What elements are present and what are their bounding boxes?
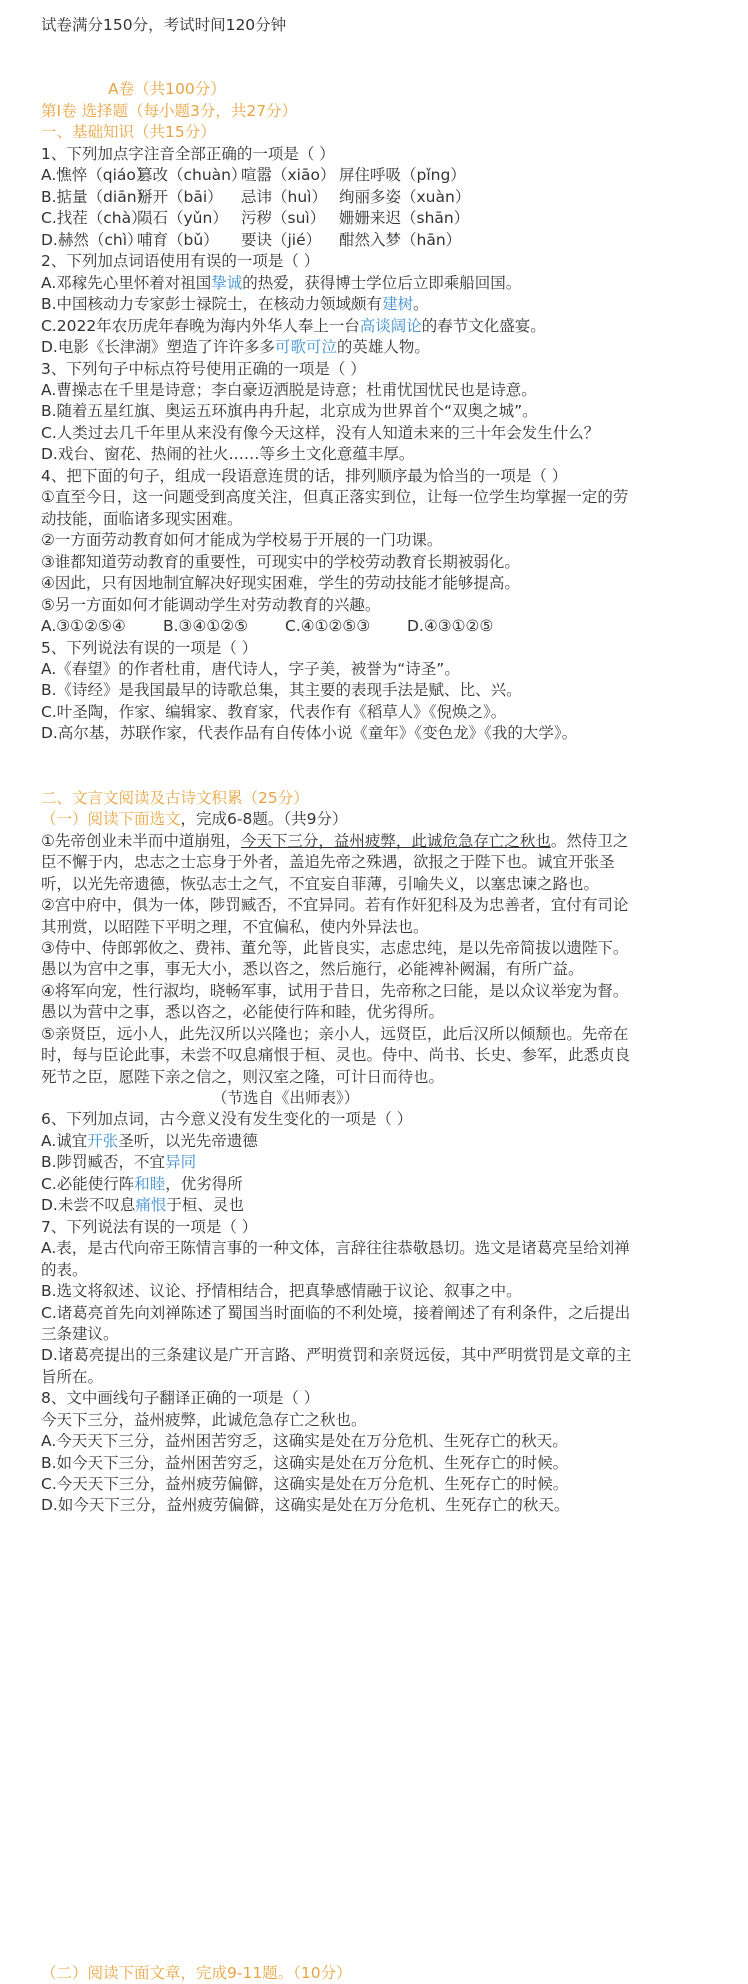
q4-sentence-1b: 动技能，面临诸多现实困难。	[41, 510, 243, 528]
passage-p4-line1: ④将军向宠，性行淑均，晓畅军事，试用于昔日，先帝称之曰能，是以众议举宠为督。	[41, 982, 629, 1000]
q6-option-d	[41, 1194, 244, 1216]
q4-sentence-5: ⑤另一方面如何才能调动学生对劳动教育的兴趣。	[41, 596, 381, 614]
q1-c-1: C.找茬（chà）	[41, 209, 147, 227]
q4-sentence-1a: ①直至今日，这一问题受到高度关注，但真正落实到位，让每一位学生均掌握一定的劳	[41, 488, 629, 506]
volume-a-title: A卷（共100分）	[108, 80, 226, 98]
p1-post: 。然侍卫之	[550, 832, 629, 850]
q4-stem: 4、把下面的句子，组成一段语意连贯的话，排列顺序最为恰当的一项是（ ）	[41, 467, 568, 485]
q6-a-post: 圣听，以光先帝遗德	[118, 1132, 258, 1150]
q8-sentence: 今天下三分，益州疲弊，此诚危急存亡之秋也。	[41, 1411, 367, 1429]
q3-stem: 3、下列句子中标点符号使用正确的一项是（ ）	[41, 360, 366, 378]
q1-d-2: 哺育（bǔ）	[137, 231, 219, 249]
q2-c-pre: C.2022年农历虎年春晚为海内外华人奉上一台	[41, 317, 360, 335]
q1-b-3: 忌讳（huì）	[241, 188, 327, 206]
q2-option-b	[41, 293, 429, 315]
q8-option-a: A.今天天下三分，益州困苦穷乏，这确实是处在万分危机、生死存亡的秋天。	[41, 1432, 568, 1450]
q6-b-word: 异同	[165, 1153, 197, 1171]
q7-option-c-line2: 三条建议。	[41, 1325, 119, 1343]
passage-p2-line2: 其刑赏，以昭陛下平明之理，不宜偏私，使内外异法也。	[41, 918, 429, 936]
q2-option-d	[41, 336, 430, 358]
q7-option-d-line2: 旨所在。	[41, 1368, 104, 1386]
q6-option-b	[41, 1151, 196, 1173]
q1-option-d	[41, 229, 461, 251]
q1-a-3: 喧嚣（xiāo）	[241, 166, 336, 184]
passage-p1-line3: 听，以光先帝遗德，恢弘志士之气，不宜妄自菲薄，引喻失义，以塞忠谏之路也。	[41, 875, 600, 893]
q2-b-pre: B.中国核动力专家彭士禄院士，在核动力领域颇有	[41, 295, 383, 313]
q1-a-4: 屏住呼吸（pǐng）	[339, 166, 466, 184]
q2-b-post: 。	[413, 295, 429, 313]
reading1-head-link: （一）阅读下面选文	[41, 810, 181, 828]
section1-title	[41, 121, 216, 143]
q1-b-2: 掰开（bāi）	[137, 188, 223, 206]
q2-c-word: 高谈阔论	[359, 317, 422, 335]
q3-option-b: B.随着五星红旗、奥运五环旗冉冉升起，北京成为世界首个“双奥之城”。	[41, 402, 538, 420]
passage-p5-line2: 时，每与臣论此事，未尝不叹息痛恨于桓、灵也。侍中、尚书、长史、参军，此悉贞良	[41, 1046, 631, 1064]
q2-d-word: 可歌可泣	[274, 338, 337, 356]
q2-b-word: 建树	[382, 295, 414, 313]
q1-option-a	[41, 164, 466, 186]
intro-text: 试卷满分150分，考试时间120分钟	[41, 16, 287, 34]
p1-underlined-sentence: 今天下三分，益州疲弊，此诚危急存亡之秋也	[240, 832, 551, 850]
q7-stem: 7、下列说法有误的一项是（ ）	[41, 1218, 258, 1236]
passage-p3-line2: 愚以为宫中之事，事无大小，悉以咨之，然后施行，必能裨补阙漏，有所广益。	[41, 960, 584, 978]
q6-d-word: 痛恨	[135, 1196, 167, 1214]
q1-option-b	[41, 186, 470, 208]
q6-stem: 6、下列加点词，古今意义没有发生变化的一项是（ ）	[41, 1110, 413, 1128]
q8-option-d: D.如今天下三分，益州疲劳偏僻，这确实是处在万分危机、生死存亡的秋天。	[41, 1496, 570, 1514]
q4-option-b: B.③④①②⑤	[163, 617, 249, 635]
q6-a-pre: A.诚宜	[41, 1132, 88, 1150]
passage-p2-line1: ②宫中府中，俱为一体，陟罚臧否，不宜异同。若有作奸犯科及为忠善者，宜付有司论	[41, 896, 629, 914]
q8-option-c: C.今天天下三分，益州疲劳偏僻，这确实是处在万分危机、生死存亡的时候。	[41, 1475, 569, 1493]
q1-d-4: 酣然入梦（hān）	[339, 231, 462, 249]
q6-option-a	[41, 1130, 258, 1152]
q5-option-d: D.高尔基，苏联作家，代表作品有自传体小说《童年》《变色龙》《我的大学》。	[41, 724, 578, 742]
part1-title: 第Ⅰ卷 选择题（每小题3分，共27分）	[41, 102, 298, 120]
q1-a-2: 篡改（chuàn）	[137, 166, 247, 184]
q3-option-d: D.戏台、窗花、热闹的社火……等乡土文化意蕴丰厚。	[41, 445, 415, 463]
q4-option-c: C.④①②⑤③	[285, 617, 371, 635]
q1-c-3: 污秽（suì）	[241, 209, 326, 227]
q1-option-c	[41, 207, 469, 229]
q6-option-c	[41, 1173, 243, 1195]
q7-option-d-line1: D.诸葛亮提出的三条建议是广开言路、严明赏罚和亲贤远佞，其中严明赏罚是文章的主	[41, 1346, 632, 1364]
passage-p1-line1	[41, 830, 628, 852]
q1-c-2: 陨石（yǔn）	[137, 209, 228, 227]
q5-option-a: A.《春望》的作者杜甫，唐代诗人，字子美，被誉为“诗圣”。	[41, 660, 460, 678]
q2-c-post: 的春节文化盛宴。	[421, 317, 546, 335]
reading2-head: （二）阅读下面文章，完成9-11题。（10分）	[41, 1964, 352, 1982]
q2-option-a	[41, 272, 521, 294]
q6-c-word: 和睦	[134, 1175, 166, 1193]
q6-b-pre: B.陟罚臧否，不宜	[41, 1153, 166, 1171]
q6-c-pre: C.必能使行阵	[41, 1175, 135, 1193]
q7-option-b: B.选文将叙述、议论、抒情相结合，把真挚感情融于议论、叙事之中。	[41, 1282, 522, 1300]
q3-option-a: A.曹操志在千里是诗意；李白豪迈洒脱是诗意；杜甫忧国忧民也是诗意。	[41, 381, 537, 399]
q2-a-post: 的热爱，获得博士学位后立即乘船回国。	[242, 274, 522, 292]
q6-d-pre: D.未尝不叹息	[41, 1196, 136, 1214]
passage-p1-line2: 臣不懈于内，忠志之士忘身于外者，盖追先帝之殊遇，欲报之于陛下也。诚宜开张圣	[41, 853, 615, 871]
passage-source: （节选自《出师表》）	[212, 1089, 360, 1107]
q4-sentence-3: ③谁都知道劳动教育的重要性，可现实中的学校劳动教育长期被弱化。	[41, 553, 520, 571]
q2-d-post: 的英雄人物。	[336, 338, 430, 356]
passage-p4-line2: 愚以为营中之事，悉以咨之，必能使行阵和睦，优劣得所。	[41, 1003, 445, 1021]
q3-option-c: C.人类过去几千年里从来没有像今天这样，没有人知道未来的三十年会发生什么？	[41, 424, 600, 442]
q4-sentence-4: ④因此，只有因地制宜解决好现实困难，学生的劳动技能才能够提高。	[41, 574, 520, 592]
q1-d-3: 要诀（jié）	[241, 231, 322, 249]
reading1-head-rest: ，完成6-8题。（共9分）	[180, 810, 348, 828]
passage-p5-line3: 死节之臣，愿陛下亲之信之，则汉室之隆，可计日而待也。	[41, 1068, 445, 1086]
q1-stem: 1、下列加点字注音全部正确的一项是（ ）	[41, 145, 335, 163]
q1-b-4: 绚丽多姿（xuàn）	[339, 188, 471, 206]
passage-p3-line1: ③侍中、侍郎郭攸之、费祎、董允等，此皆良实，志虑忠纯，是以先帝简拔以遗陛下。	[41, 939, 629, 957]
q5-stem: 5、下列说法有误的一项是（ ）	[41, 639, 258, 657]
q2-stem: 2、下列加点词语使用有误的一项是（ ）	[41, 252, 320, 270]
q7-option-c-line1: C.诸葛亮首先向刘禅陈述了蜀国当时面临的不利处境，接着阐述了有利条件，之后提出	[41, 1304, 631, 1322]
q8-option-b: B.如今天下三分，益州困苦穷乏，这确实是处在万分危机、生死存亡的时候。	[41, 1454, 569, 1472]
q4-option-d: D.④③①②⑤	[407, 617, 494, 635]
q5-option-c: C.叶圣陶，作家、编辑家、教育家，代表作有《稻草人》《倪焕之》。	[41, 703, 507, 721]
reading1-head	[41, 808, 347, 830]
q1-c-4: 姗姗来迟（shān）	[339, 209, 470, 227]
q8-stem: 8、文中画线句子翻译正确的一项是（ ）	[41, 1389, 320, 1407]
q1-a-1: A.憔悴（qiáo）	[41, 166, 152, 184]
q6-a-word: 开张	[87, 1132, 119, 1150]
p1-pre: ①先帝创业未半而中道崩殂，	[41, 832, 241, 850]
q4-sentence-2: ②一方面劳动教育如何才能成为学校易于开展的一门功课。	[41, 531, 443, 549]
q4-options	[41, 615, 493, 637]
q5-option-b: B.《诗经》是我国最早的诗歌总集，其主要的表现手法是赋、比、兴。	[41, 681, 522, 699]
q6-c-post: ，优劣得所	[165, 1175, 243, 1193]
q1-d-1: D.赫然（chì）	[41, 231, 143, 249]
section2-title: 二、文言文阅读及古诗文积累（25分）	[41, 789, 309, 807]
section1-title-text: 一、基础知识（共15分）	[41, 123, 216, 141]
q6-d-post: 于桓、灵也	[166, 1196, 244, 1214]
q7-option-a-line1: A.表，是古代向帝王陈情言事的一种文体，言辞往往恭敬恳切。选文是诸葛亮呈给刘禅	[41, 1239, 630, 1257]
q1-b-1: B.掂量（diān）	[41, 188, 153, 206]
q2-a-pre: A.邓稼先心里怀着对祖国	[41, 274, 212, 292]
q2-a-word: 挚诚	[211, 274, 243, 292]
q7-option-a-line2: 的表。	[41, 1261, 88, 1279]
q2-d-pre: D.电影《长津湖》塑造了许许多多	[41, 338, 275, 356]
passage-p5-line1: ⑤亲贤臣，远小人，此先汉所以兴隆也；亲小人，远贤臣，此后汉所以倾颓也。先帝在	[41, 1025, 629, 1043]
q2-option-c	[41, 315, 546, 337]
q4-option-a: A.③①②⑤④	[41, 617, 126, 635]
